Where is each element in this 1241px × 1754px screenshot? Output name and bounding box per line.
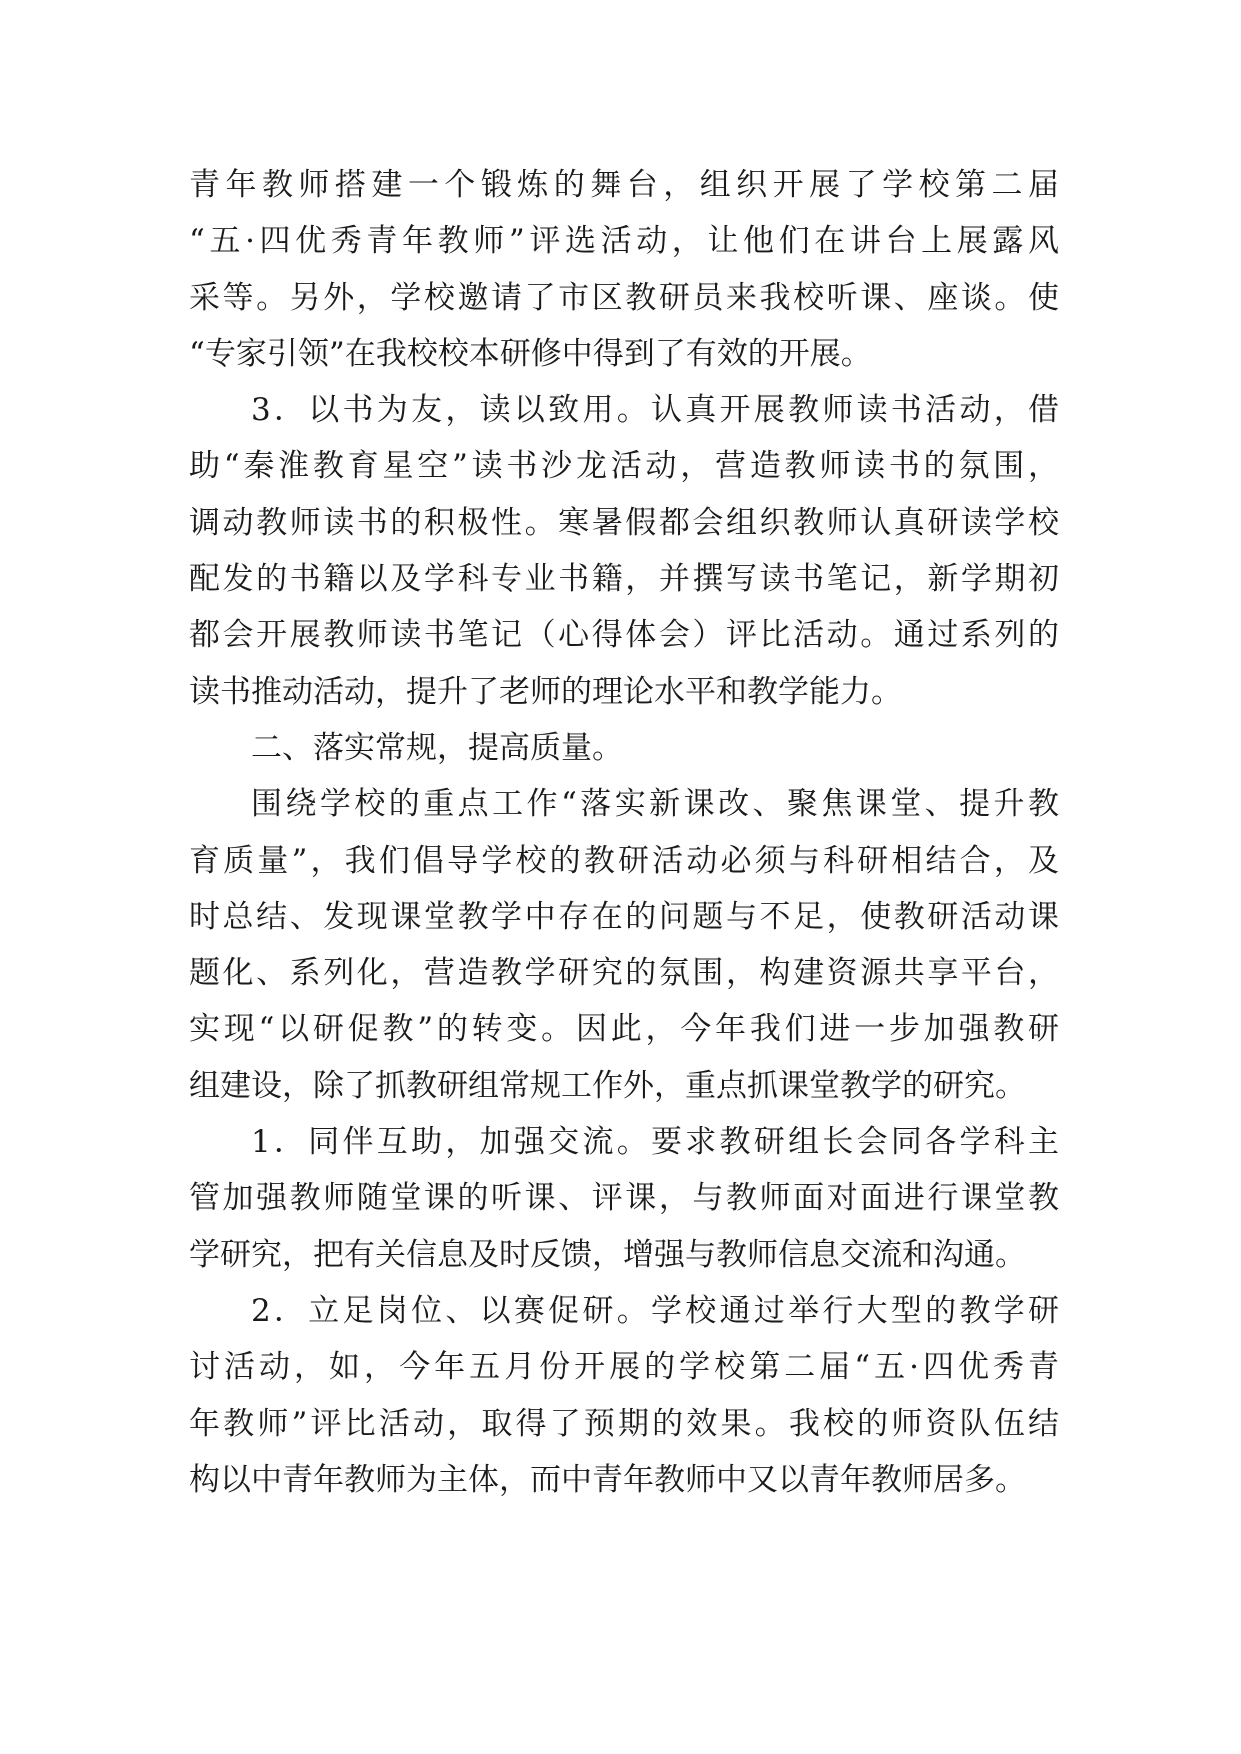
text-line: 题化、系列化，营造教学研究的氛围，构建资源共享平台，	[189, 955, 1059, 992]
text-line: 青年教师搭建一个锻炼的舞台，组织开展了学校第二届	[189, 167, 1059, 203]
text-line: 配发的书籍以及学科专业书籍，并撰写读书笔记，新学期初	[189, 561, 1059, 598]
text-line: 围绕学校的重点工作“落实新课改、聚焦课堂、提升教	[251, 786, 1059, 823]
text-line: 调动教师读书的积极性。寒暑假都会组织教师认真研读学校	[189, 504, 1059, 541]
text-line: 采等。另外，学校邀请了市区教研员来我校听课、座谈。使	[189, 279, 1059, 316]
text-line: 助“秦淮教育星空”读书沙龙活动，营造教师读书的氛围，	[189, 448, 1059, 485]
document-body	[189, 157, 1059, 1508]
text-line: 二、落实常规，提高质量。	[251, 729, 623, 766]
text-line: 实现“以研促教”的转变。因此，今年我们进一步加强教研	[189, 1011, 1059, 1048]
text-line: 育质量”，我们倡导学校的教研活动必须与科研相结合，及	[189, 842, 1059, 879]
text-line: 年教师”评比活动，取得了预期的效果。我校的师资队伍结	[189, 1405, 1059, 1442]
text-line: 3．以书为友，读以致用。认真开展教师读书活动，借	[251, 392, 1059, 429]
text-line: 学研究，把有关信息及时反馈，增强与教师信息交流和沟通。	[189, 1236, 1026, 1273]
text-line: 2．立足岗位、以赛促研。学校通过举行大型的教学研	[251, 1292, 1059, 1329]
text-line: 读书推动活动，提升了老师的理论水平和教学能力。	[189, 673, 902, 710]
text-line: 1．同伴互助，加强交流。要求教研组长会同各学科主	[251, 1124, 1059, 1161]
text-line: 管加强教师随堂课的听课、评课，与教师面对面进行课堂教	[189, 1180, 1059, 1217]
text-line: 时总结、发现课堂教学中存在的问题与不足，使教研活动课	[189, 898, 1059, 935]
text-line: 讨活动，如，今年五月份开展的学校第二届“五·四优秀青	[189, 1349, 1059, 1386]
text-line: “五·四优秀青年教师”评选活动，让他们在讲台上展露风	[189, 223, 1059, 260]
text-line: “专家引领”在我校校本研修中得到了有效的开展。	[189, 335, 872, 372]
text-line: 构以中青年教师为主体，而中青年教师中又以青年教师居多。	[189, 1461, 1026, 1498]
text-line: 组建设，除了抓教研组常规工作外，重点抓课堂教学的研究。	[189, 1067, 1026, 1104]
text-line: 都会开展教师读书笔记（心得体会）评比活动。通过系列的	[189, 617, 1059, 654]
